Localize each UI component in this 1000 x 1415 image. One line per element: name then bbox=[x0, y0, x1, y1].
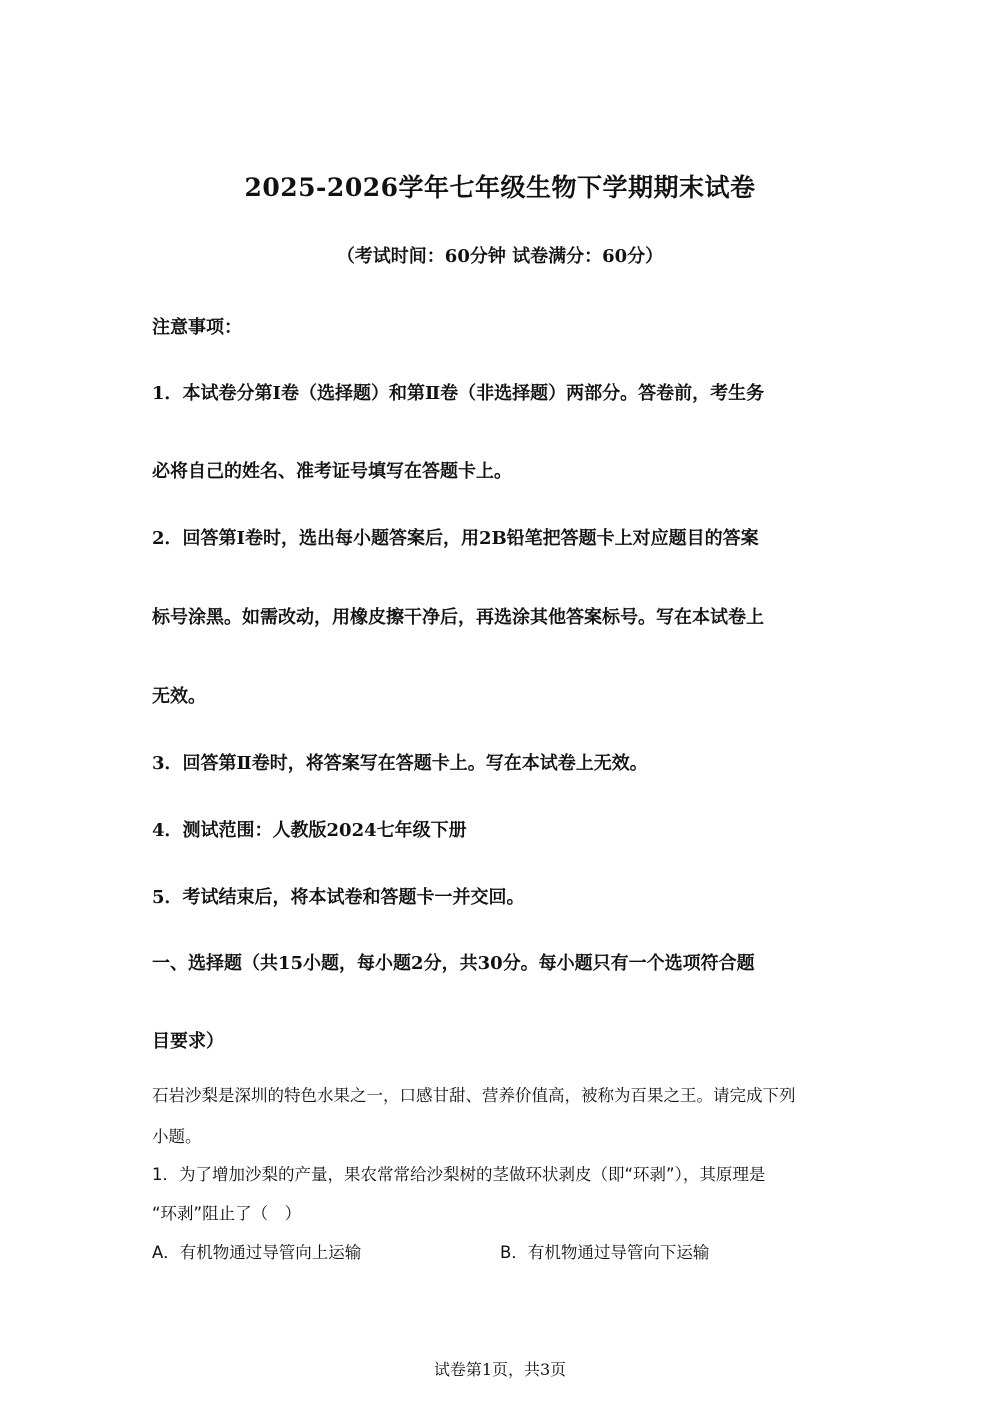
notice-line-1: 1．本试卷分第Ⅰ卷（选择题）和第Ⅱ卷（非选择题）两部分。答卷前，考生务 bbox=[152, 383, 765, 404]
notice-line-6: 3．回答第Ⅱ卷时，将答案写在答题卡上。写在本试卷上无效。 bbox=[152, 753, 648, 774]
notice-line-2: 必将自己的姓名、准考证号填写在答题卡上。 bbox=[152, 461, 512, 482]
notice-line-5: 无效。 bbox=[152, 686, 206, 707]
option-b: B．有机物通过导管向下运输 bbox=[500, 1243, 710, 1262]
section-heading-line-1: 一、选择题（共15小题，每小题2分，共30分。每小题只有一个选项符合题 bbox=[152, 953, 755, 974]
question-stem-line-2: “环剥”阻止了（ ） bbox=[152, 1204, 302, 1223]
section-heading-line-2: 目要求） bbox=[152, 1031, 224, 1052]
option-a: A．有机物通过导管向上运输 bbox=[152, 1243, 362, 1262]
exam-subtitle: （考试时间：60分钟 试卷满分：60分） bbox=[336, 246, 664, 267]
passage-line-2: 小题。 bbox=[152, 1127, 202, 1146]
passage-line-1: 石岩沙梨是深圳的特色水果之一，口感甘甜、营养价值高，被称为百果之王。请完成下列 bbox=[152, 1086, 796, 1105]
notice-heading: 注意事项： bbox=[152, 317, 242, 338]
notice-line-8: 5．考试结束后，将本试卷和答题卡一并交回。 bbox=[152, 887, 525, 908]
exam-title: 2025-2026学年七年级生物下学期期末试卷 bbox=[244, 173, 756, 202]
notice-line-4: 标号涂黑。如需改动，用橡皮擦干净后，再选涂其他答案标号。写在本试卷上 bbox=[152, 607, 764, 628]
page-footer: 试卷第1页，共3页 bbox=[433, 1360, 567, 1379]
notice-line-7: 4．测试范围：人教版2024七年级下册 bbox=[152, 820, 467, 841]
question-stem-line-1: 1．为了增加沙梨的产量，果农常常给沙梨树的茎做环状剥皮（即“环剥”），其原理是 bbox=[152, 1165, 766, 1184]
notice-line-3: 2．回答第Ⅰ卷时，选出每小题答案后，用2B铅笔把答题卡上对应题目的答案 bbox=[152, 528, 759, 549]
